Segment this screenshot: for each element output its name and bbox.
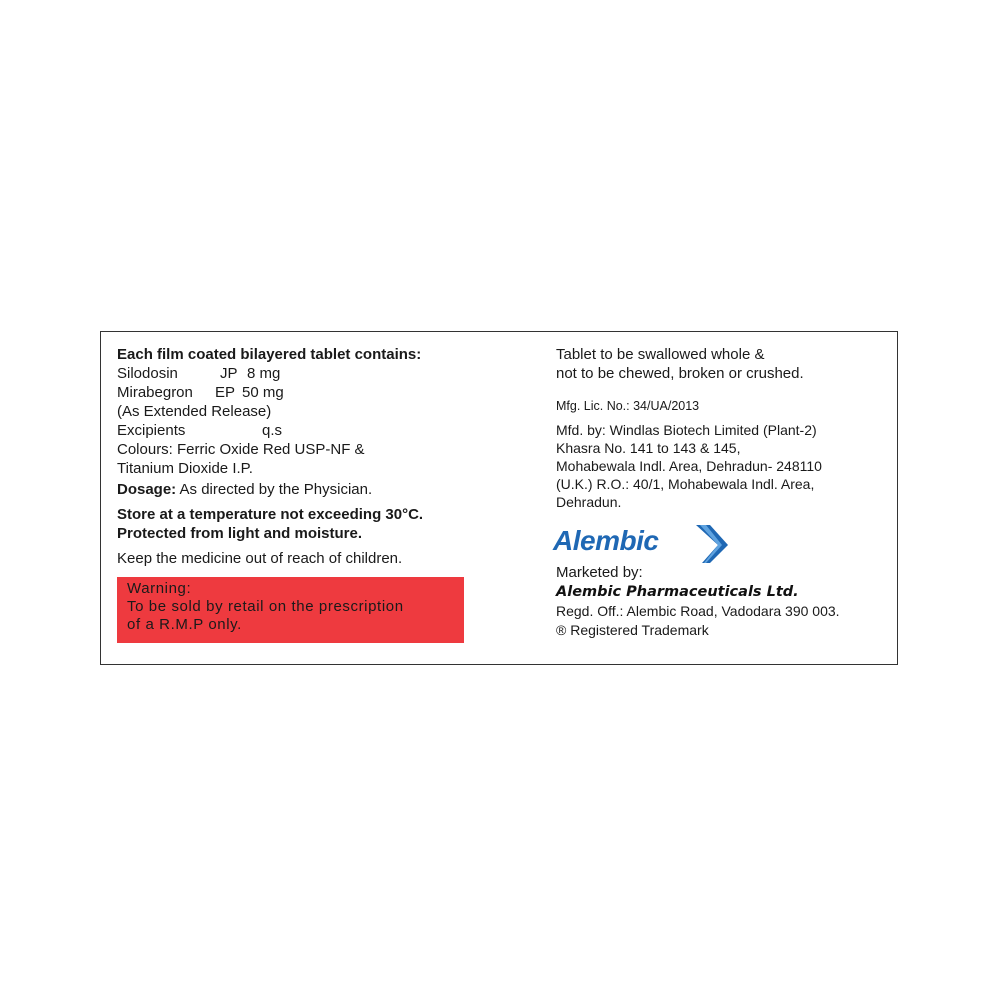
- excipients-amount: q.s: [262, 422, 283, 439]
- ingredient-row: [117, 383, 477, 402]
- ingredient-name: Mirabegron: [117, 384, 193, 401]
- manufacturer-block: [556, 421, 886, 511]
- right-column: [553, 345, 886, 640]
- manufacturer-line: Khasra No. 141 to 143 & 145,: [556, 440, 741, 456]
- warning-box: [117, 577, 464, 643]
- storage-line: Protected from light and moisture.: [117, 525, 363, 542]
- medicine-label: [100, 331, 898, 665]
- registered-office: Regd. Off.: Alembic Road, Vadodara 390 003.: [556, 603, 840, 619]
- composition-heading: Each film coated bilayered tablet contains:: [117, 346, 422, 363]
- logo-text: Alembic: [553, 525, 659, 556]
- swallow-instruction: Tablet to be swallowed whole &: [556, 346, 765, 363]
- trademark-note: ® Registered Trademark: [556, 622, 709, 638]
- storage-line: Store at a temperature not exceeding 30°C.: [117, 506, 424, 523]
- ingredient-standard: EP: [215, 384, 236, 401]
- dosage-label: Dosage:: [117, 481, 177, 498]
- release-note: (As Extended Release): [117, 403, 272, 420]
- storage-block: [117, 505, 477, 543]
- ingredient-standard: JP: [220, 365, 238, 382]
- marketed-by-label: Marketed by:: [556, 564, 643, 581]
- children-note: Keep the medicine out of reach of children.: [117, 550, 403, 567]
- ingredient-row: [117, 364, 477, 383]
- warning-line: of a R.M.P only.: [127, 616, 242, 633]
- colours-line: Titanium Dioxide I.P.: [117, 460, 253, 477]
- excipients-row: [117, 421, 477, 440]
- dosage-text: As directed by the Physician.: [176, 481, 373, 498]
- swallow-instruction: not to be chewed, broken or crushed.: [556, 365, 804, 382]
- manufacturer-line: Dehradun.: [556, 494, 622, 510]
- mfg-license: Mfg. Lic. No.: 34/UA/2013: [556, 399, 700, 413]
- excipients-label: Excipients: [117, 422, 186, 439]
- manufacturer-line: Mohabewala Indl. Area, Dehradun- 248110: [556, 458, 822, 474]
- company-name: Alembic Pharmaceuticals Ltd.: [556, 584, 799, 600]
- ingredient-amount: 50 mg: [242, 384, 284, 401]
- ingredient-name: Silodosin: [117, 365, 178, 382]
- left-column: [117, 345, 477, 643]
- ingredient-amount: 8 mg: [247, 365, 281, 382]
- manufacturer-line: Mfd. by: Windlas Biotech Limited (Plant-2): [556, 422, 817, 438]
- warning-line: To be sold by retail on the prescription: [127, 598, 404, 615]
- manufacturer-line: (U.K.) R.O.: 40/1, Mohabewala Indl. Area,: [556, 476, 815, 492]
- chevron-arrow-icon: [694, 521, 734, 565]
- alembic-logo: [553, 519, 886, 567]
- warning-title: Warning:: [127, 580, 192, 597]
- colours-line: Colours: Ferric Oxide Red USP-NF &: [117, 441, 365, 458]
- dosage-line: [117, 480, 477, 499]
